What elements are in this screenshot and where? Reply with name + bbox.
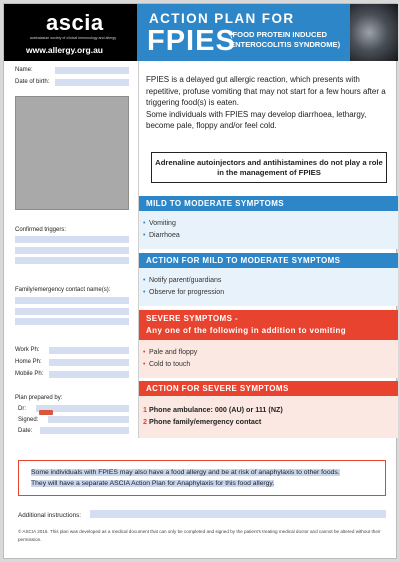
subtitle-line-1: (FOOD PROTEIN INDUCED [230, 30, 328, 39]
list-item-text: Phone family/emergency contact [149, 417, 262, 426]
triggers-fields[interactable] [15, 236, 129, 268]
website-url[interactable]: www.allergy.org.au [26, 45, 103, 55]
contact-line[interactable] [15, 318, 129, 325]
header-photo [350, 4, 398, 61]
list-item [139, 230, 398, 242]
doctor-label: Dr: [18, 406, 26, 412]
header-logo-panel [4, 4, 137, 61]
list-item-text: Observe for progression [149, 289, 225, 296]
bullet-icon: • [143, 232, 146, 239]
note-line-2: They will have a separate ASCIA Action Plan for Anaphylaxis for this food allergy. [31, 480, 275, 487]
work-phone-label: Work Ph: [15, 347, 40, 353]
description-p2: Some individuals with FPIES may develop diarrhoea, lethargy, become pale, floppy and/or feel cold. [146, 109, 367, 130]
list-item [139, 416, 398, 428]
copyright-footer: © ASCIA 2016. This plan was developed as a medical document that can only be completed and signed by the patient's treating medical doctor and cannot be altered without their permission. [18, 529, 381, 542]
subtitle-line-2: ENTEROCOLITIS SYNDROME) [230, 39, 341, 49]
contact-line[interactable] [15, 297, 129, 304]
action-plan-page [3, 3, 397, 559]
adrenaline-warning: Adrenaline autoinjectors and antihistamines do not play a role in the management of FPIES [151, 152, 387, 183]
ascia-logo: ascia [46, 10, 104, 35]
name-label: Name: [15, 67, 33, 73]
severe-symptoms-list [139, 340, 398, 378]
page-title: ACTION PLAN FOR [149, 11, 295, 26]
list-item [139, 404, 398, 416]
mild-symptoms-list [139, 211, 398, 249]
severe-action-list [139, 396, 398, 438]
bullet-icon: • [143, 289, 146, 296]
dob-label: Date of birth: [15, 79, 50, 85]
home-phone-field[interactable] [49, 359, 129, 366]
additional-instructions-label: Additional instructions: [18, 512, 82, 519]
list-item-text: Pale and floppy [149, 349, 198, 356]
contact-line[interactable] [15, 308, 129, 315]
date-field[interactable] [40, 427, 129, 434]
plan-prepared-label: Plan prepared by: [15, 395, 63, 401]
list-item-text: Notify parent/guardians [149, 277, 222, 284]
list-item-text: Cold to touch [149, 361, 191, 368]
bullet-icon: • [143, 349, 146, 356]
date-label: Date: [18, 428, 33, 434]
mild-action-heading: ACTION FOR MILD TO MODERATE SYMPTOMS [139, 253, 398, 268]
step-number: 1 [143, 405, 147, 414]
logo-tagline: australasian society of clinical immunology and allergy [29, 36, 117, 40]
triggers-line[interactable] [15, 236, 129, 243]
anaphylaxis-note [18, 460, 386, 496]
additional-instructions-field[interactable] [90, 510, 386, 518]
list-item-text: Diarrhoea [149, 232, 180, 239]
severe-symptoms-heading [139, 310, 398, 340]
contact-fields[interactable] [15, 297, 129, 329]
triggers-label: Confirmed triggers: [15, 227, 67, 233]
header-title-panel [137, 4, 398, 61]
fpies-heading: FPIES [147, 25, 236, 57]
signed-field[interactable] [48, 416, 129, 423]
severe-heading-line-2: Any one of the following in addition to vomiting [146, 326, 347, 335]
bullet-icon: • [143, 277, 146, 284]
list-item [139, 275, 398, 287]
patient-photo-box[interactable] [15, 96, 129, 210]
signed-label: Signed: [18, 417, 39, 423]
note-line-1: Some individuals with FPIES may also have a food allergy and be at risk of anaphylaxis to other foods. [31, 469, 340, 476]
list-item-text: Vomiting [149, 220, 176, 227]
bullet-icon: • [143, 220, 146, 227]
dob-field[interactable] [55, 79, 129, 86]
signature-flag-icon [39, 410, 53, 415]
step-number: 2 [143, 417, 147, 426]
mild-action-list [139, 268, 398, 306]
list-item-text: Phone ambulance: 000 (AU) or 111 (NZ) [149, 405, 283, 414]
home-phone-label: Home Ph: [15, 359, 42, 365]
work-phone-field[interactable] [49, 347, 129, 354]
bullet-icon: • [143, 361, 146, 368]
fpies-subtitle [230, 30, 340, 49]
fpies-description [146, 74, 394, 132]
mobile-phone-label: Mobile Ph: [15, 371, 44, 377]
mild-symptoms-heading: MILD TO MODERATE SYMPTOMS [139, 196, 398, 211]
description-p1: FPIES is a delayed gut allergic reaction, which presents with repetitive, profuse vomiting that may not start for a few hours after a triggering food(s) is eaten. [146, 75, 386, 107]
name-field[interactable] [55, 67, 129, 74]
severe-action-heading: ACTION FOR SEVERE SYMPTOMS [139, 381, 398, 396]
list-item [139, 359, 398, 371]
triggers-line[interactable] [15, 257, 129, 264]
list-item [139, 347, 398, 359]
list-item [139, 218, 398, 230]
list-item [139, 287, 398, 299]
mobile-phone-field[interactable] [49, 371, 129, 378]
note-text [31, 467, 381, 489]
severe-heading-line-1: SEVERE SYMPTOMS - [146, 314, 239, 323]
triggers-line[interactable] [15, 247, 129, 254]
contact-label: Family/emergency contact name(s): [15, 287, 111, 293]
